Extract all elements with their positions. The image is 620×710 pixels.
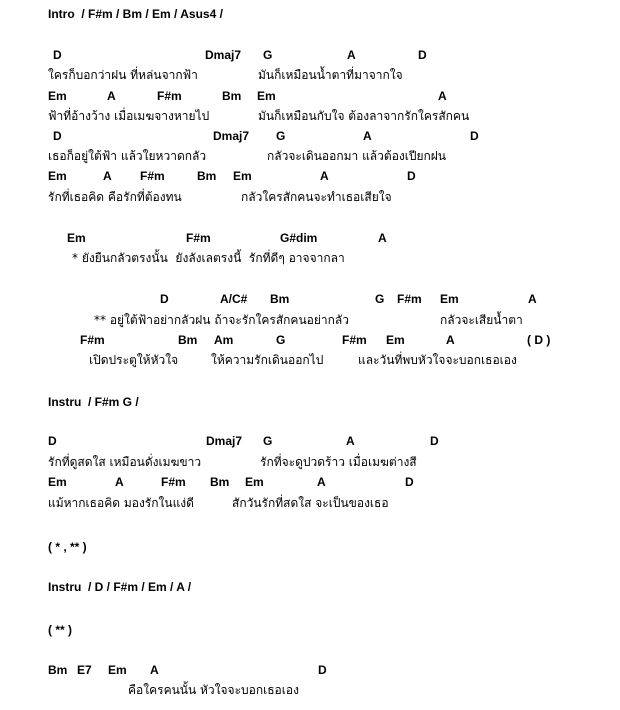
chord: A [320, 169, 329, 183]
chord: Em [48, 475, 67, 489]
chord: A [150, 663, 159, 677]
chord: Bm [222, 89, 242, 103]
chord: Bm [178, 333, 198, 347]
chord: Dmaj7 [205, 48, 242, 62]
chord: G [263, 434, 273, 448]
chord: A [107, 89, 116, 103]
lyric: มันก็เหมือนน้ำตาที่มาจากใจ [258, 68, 403, 82]
chord: A [317, 475, 326, 489]
chord: Em [67, 231, 86, 245]
repeat-marker: ( ** ) [48, 623, 72, 637]
chord: A/C# [220, 292, 248, 306]
instrumental-line: Instru / D / F#m / Em / A / [48, 580, 192, 594]
chord: Em [386, 333, 405, 347]
chord: Em [108, 663, 127, 677]
chord: D [160, 292, 169, 306]
chord: D [470, 129, 479, 143]
chord: F#m [80, 333, 105, 347]
chord: G [276, 333, 286, 347]
chord: F#m [157, 89, 182, 103]
chord: Bm [48, 663, 68, 677]
lyric: แม้หากเธอคิด มองรักในแง่ดี [48, 496, 194, 510]
chord: Em [440, 292, 459, 306]
lyric: คือใครคนนั้น หัวใจจะบอกเธอเอง [128, 683, 299, 697]
chord: D [405, 475, 414, 489]
lyric: เปิดประตูให้หัวใจ [89, 353, 179, 367]
chord: F#m [186, 231, 211, 245]
chord: G#dim [280, 231, 318, 245]
lyric: รักที่เธอคิด คือรักที่ต้องทน [48, 190, 182, 204]
chord: A [438, 89, 447, 103]
lyric: ให้ความรักเดินออกไป [211, 353, 324, 367]
chord: D [53, 129, 62, 143]
chord: Em [245, 475, 264, 489]
lyric: กลัวใครสักคนจะทำเธอเสียใจ [241, 190, 392, 204]
lyric: รักที่ดูสดใส เหมือนดั่งเมฆขาว [48, 455, 202, 469]
chord: A [103, 169, 112, 183]
chord: Bm [197, 169, 217, 183]
lyric: ** อยู่ใต้ฟ้าอย่ากลัวฝน ถ้าจะรักใครสักคนอย่ากลัว [94, 313, 349, 327]
chord: G [263, 48, 273, 62]
chord: Em [233, 169, 252, 183]
chord: ( D ) [527, 333, 551, 347]
chord: D [407, 169, 416, 183]
chord: Em [48, 169, 67, 183]
repeat-marker: ( * , ** ) [48, 540, 87, 554]
chord: A [446, 333, 455, 347]
chord: Dmaj7 [213, 129, 250, 143]
chord: Bm [270, 292, 290, 306]
chord: G [375, 292, 385, 306]
chord: A [115, 475, 124, 489]
lyric: ใครก็บอกว่าฝน ที่หล่นจากฟ้า [48, 68, 198, 82]
lyric: เธอก็อยู่ใต้ฟ้า แล้วใยหวาดกลัว [48, 149, 207, 163]
chord: A [347, 48, 356, 62]
chord: Em [48, 89, 67, 103]
lyric: รักที่จะดูปวดร้าว เมื่อเมฆต่างสี [260, 455, 417, 469]
instrumental-line: Instru / F#m G / [48, 395, 139, 409]
chord: A [528, 292, 537, 306]
chord: F#m [397, 292, 422, 306]
chord: F#m [140, 169, 165, 183]
chord: F#m [342, 333, 367, 347]
chord: D [53, 48, 62, 62]
chord: F#m [161, 475, 186, 489]
chord: Am [214, 333, 234, 347]
chord: A [346, 434, 355, 448]
chord: Em [257, 89, 276, 103]
chord: D [418, 48, 427, 62]
lyric: กลัวจะเสียน้ำตา [440, 313, 523, 327]
chord: E7 [77, 663, 92, 677]
lyric: ฟ้าที่อ้างว้าง เมื่อเมฆจางหายไป [48, 109, 210, 123]
chord: A [363, 129, 372, 143]
chord: D [318, 663, 327, 677]
chord: G [276, 129, 286, 143]
lyric: สักวันรักที่สดใส จะเป็นของเธอ [232, 496, 389, 510]
lyric: และวันที่พบหัวใจจะบอกเธอเอง [358, 353, 517, 367]
lyric: * ยังยืนกลัวตรงนั้น ยังลังเลตรงนี้ รักที่ดีๆ อาจจากลา [72, 251, 345, 265]
intro-line: Intro / F#m / Bm / Em / Asus4 / [48, 7, 223, 21]
chord: D [48, 434, 57, 448]
chord: Dmaj7 [206, 434, 243, 448]
chord: D [430, 434, 439, 448]
chord: A [378, 231, 387, 245]
lyric: มันก็เหมือนกับใจ ต้องลาจากรักใครสักคน [258, 109, 470, 123]
lyric: กลัวจะเดินออกมา แล้วต้องเปียกฝน [267, 149, 447, 163]
chord: Bm [210, 475, 230, 489]
